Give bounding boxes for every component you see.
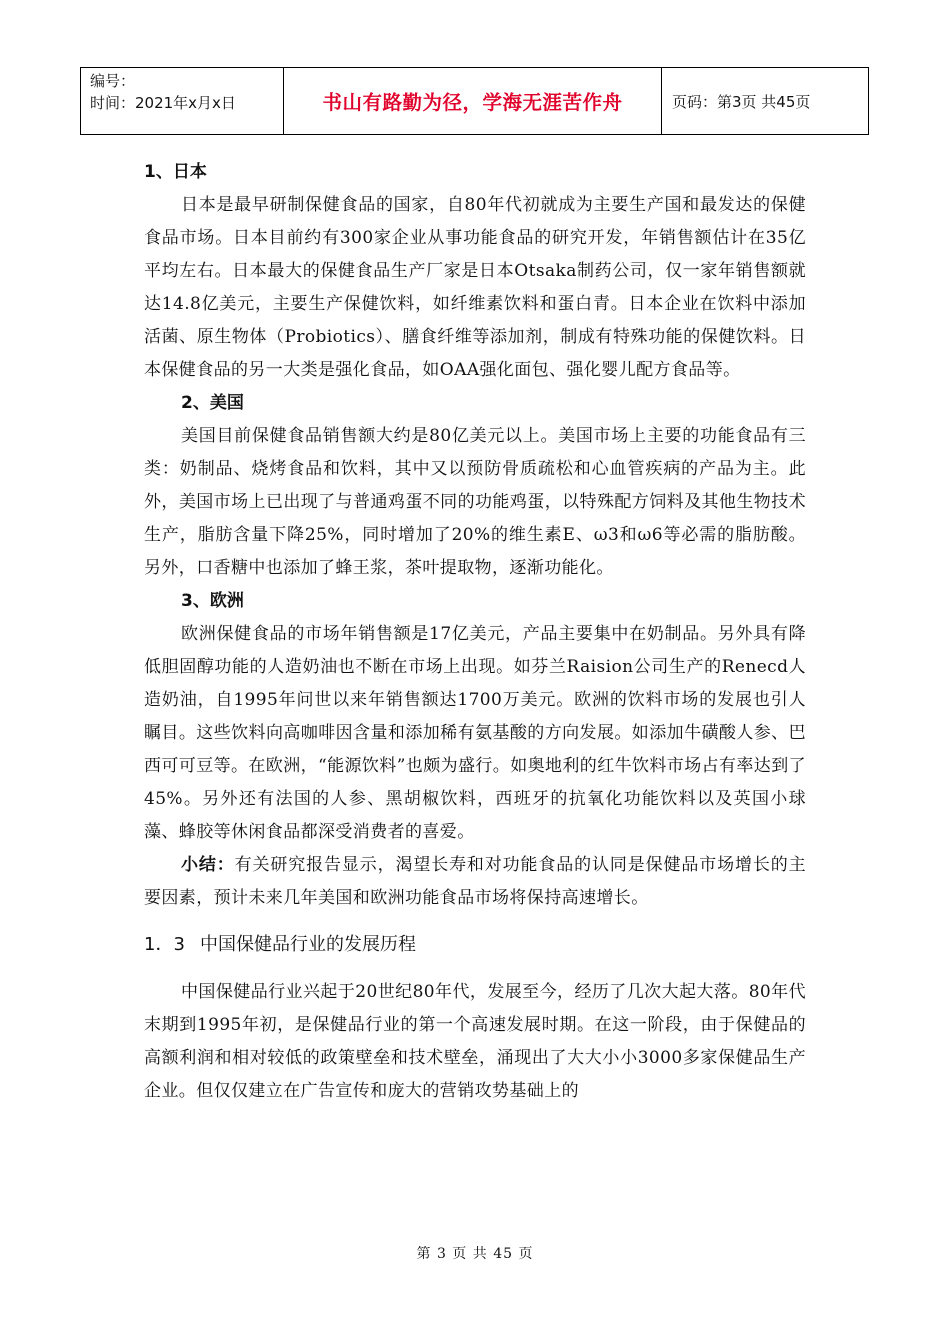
- document-body: [144, 156, 806, 1108]
- section-heading-europe: 3、欧洲: [181, 591, 244, 611]
- summary-text: 有关研究报告显示，渴望长寿和对功能食品的认同是保健品市场增长的主要因素，预计未来几年美国和欧洲功能食品市场将保持高速增长。: [144, 855, 806, 908]
- section-heading-usa: 2、美国: [181, 393, 244, 413]
- page-footer: 第 3 页 共 45 页: [416, 1246, 534, 1262]
- page-header: [80, 67, 869, 135]
- paragraph-summary: [144, 849, 806, 915]
- header-meta: [81, 68, 284, 134]
- header-page-number: 页码：第3页 共45页: [672, 92, 811, 111]
- summary-label: 小结：: [181, 855, 235, 875]
- document-date-label: 时间：2021年x月x日: [90, 94, 236, 112]
- document-number-label: 编号：: [90, 72, 136, 90]
- section-heading-japan: 1、日本: [144, 162, 207, 182]
- header-motto: 书山有路勤为径，学海无涯苦作舟: [284, 68, 662, 134]
- section-heading-china: [144, 928, 806, 961]
- paragraph-usa: 美国目前保健食品销售额大约是80亿美元以上。美国市场上主要的功能食品有三类：奶制品、烧烤食品和饮料，其中又以预防骨质疏松和心血管疾病的产品为主。此外，美国市场上已出现了与普通鸡蛋不同的功能鸡蛋，以特殊配方饲料及其他生物技术生产，脂肪含量下降25%，同时增加了20%的维生素E、ω3和ω6等必需的脂肪酸。另外，口香糖中也添加了蜂王浆，茶叶提取物，逐渐功能化。: [144, 426, 806, 578]
- paragraph-europe: 欧洲保健食品的市场年销售额是17亿美元，产品主要集中在奶制品。另外具有降低胆固醇功能的人造奶油也不断在市场上出现。如芬兰Raision公司生产的Renecd人造奶油，自1995年问世以来年销售额达1700万美元。欧洲的饮料市场的发展也引人瞩目。这些饮料向高咖啡因含量和添加稀有氨基酸的方向发展。如添加牛磺酸人参、巴西可可豆等。在欧洲，“能源饮料”也颇为盛行。如奥地利的红牛饮料市场占有率达到了45%。另外还有法国的人参、黑胡椒饮料，西班牙的抗氧化功能饮料以及英国小球藻、蜂胶等休闲食品都深受消费者的喜爱。: [144, 624, 806, 842]
- section-number: 1．3: [144, 934, 185, 955]
- section-title: 中国保健品行业的发展历程: [200, 934, 416, 955]
- paragraph-japan: 日本是最早研制保健食品的国家，自80年代初就成为主要生产国和最发达的保健食品市场。日本目前约有300家企业从事功能食品的研究开发，年销售额估计在35亿平均左右。日本最大的保健食品生产厂家是日本Otsaka制药公司，仅一家年销售额就达14.8亿美元，主要生产保健饮料，如纤维素饮料和蛋白青。日本企业在饮料中添加活菌、原生物体（Probiotics）、膳食纤维等添加剂，制成有特殊功能的保健饮料。日本保健食品的另一大类是强化食品，如OAA强化面包、强化婴儿配方食品等。: [144, 195, 806, 380]
- paragraph-china: 中国保健品行业兴起于20世纪80年代，发展至今，经历了几次大起大落。80年代末期到1995年初，是保健品行业的第一个高速发展时期。在这一阶段，由于保健品的高额利润和相对较低的政策壁垒和技术壁垒，涌现出了大大小小3000多家保健品生产企业。但仅仅建立在广告宣传和庞大的营销攻势基础上的: [144, 982, 806, 1101]
